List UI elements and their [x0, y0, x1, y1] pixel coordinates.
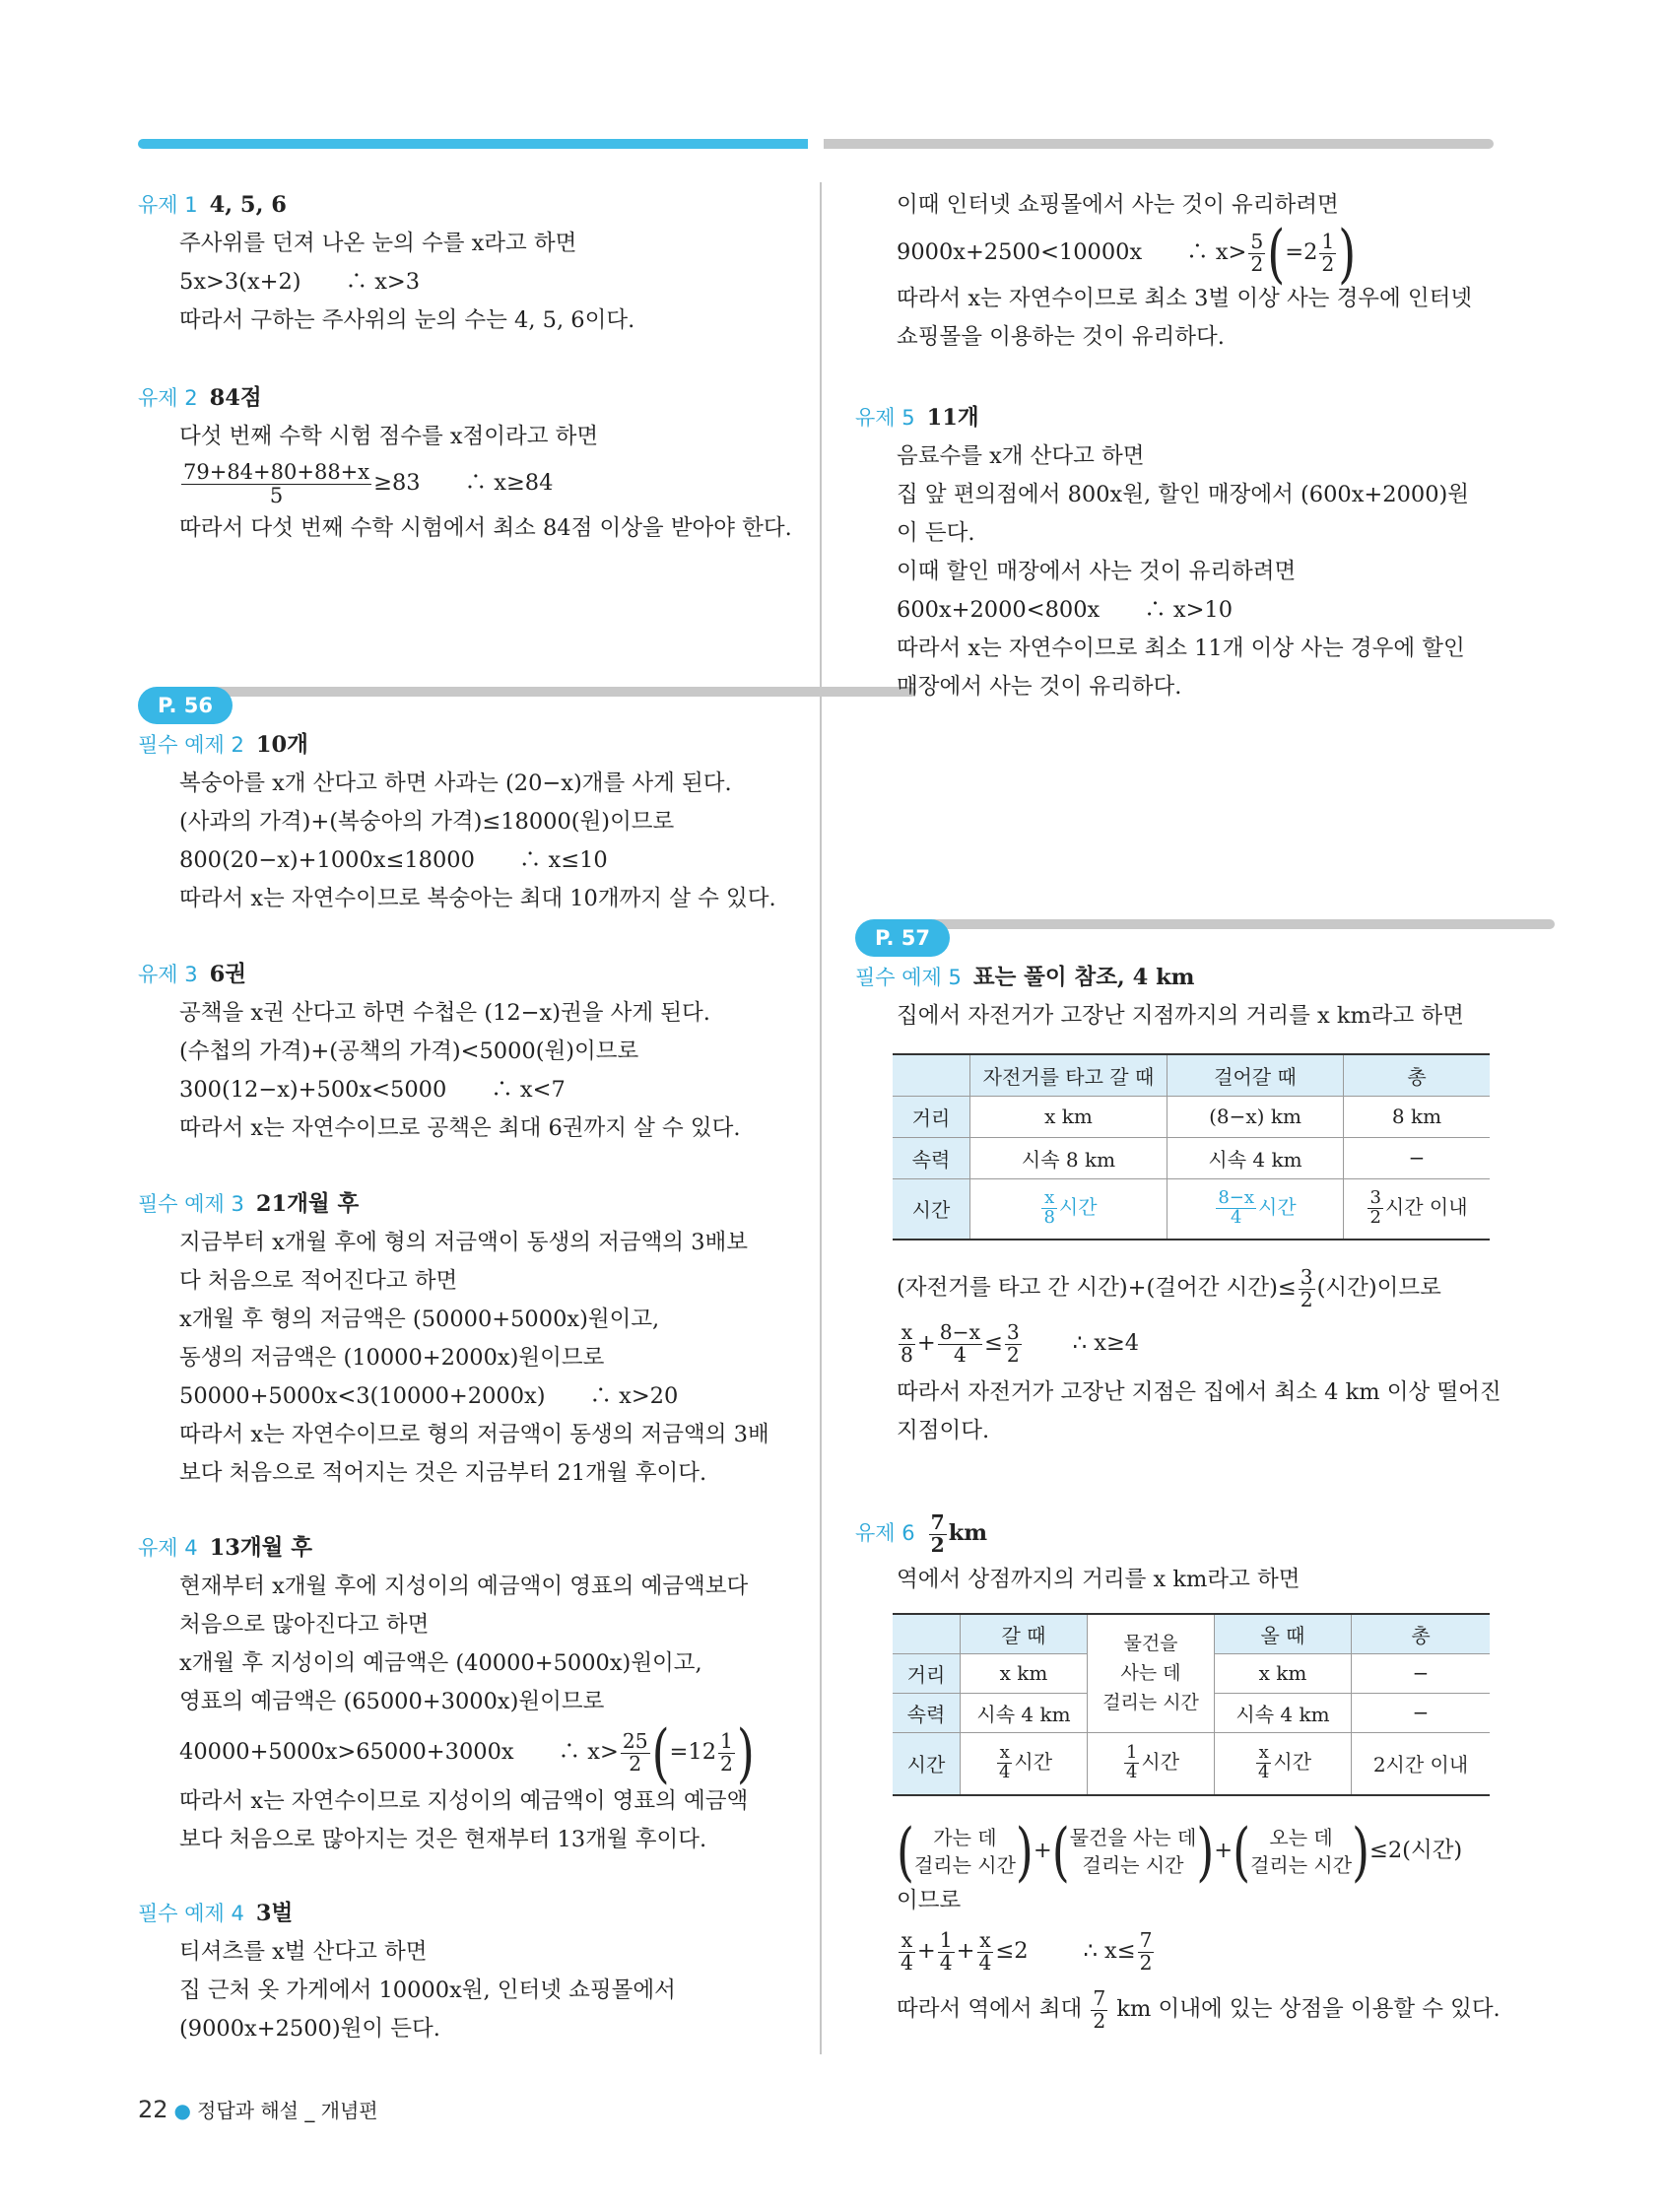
table-header-shopping-time	[1088, 1614, 1215, 1732]
equals-text: =2	[1285, 239, 1318, 265]
table-header-cell: 올 때	[1215, 1614, 1352, 1653]
fraction-numerator: 5	[1250, 230, 1264, 254]
solution-line: x개월 후 지성이의 예금액은 (40000+5000x)원이고,	[179, 1650, 702, 1676]
conclusion-text: km 이내에 있는 상점을 이용할 수 있다.	[1109, 1996, 1501, 2022]
problem-tag: 유제 4	[138, 1536, 198, 1560]
footer-title: 정답과 해설 _ 개념편	[197, 2099, 378, 2122]
solution-line: 따라서 x는 자연수이므로 공책은 최대 6권까지 살 수 있다.	[179, 1115, 741, 1141]
table-cell: −	[1352, 1693, 1491, 1732]
fraction-numerator: 1	[1125, 1742, 1138, 1764]
example-6-continued	[855, 1814, 1501, 2037]
page-footer	[138, 2095, 378, 2123]
example-1	[138, 186, 798, 340]
fraction-numerator: 8−x	[1218, 1187, 1255, 1209]
table-cell-time-total	[1344, 1178, 1491, 1240]
equals-text: =12	[669, 1739, 717, 1765]
header-line: 물건을	[1123, 1633, 1178, 1655]
paren-text: 가는 데	[933, 1826, 997, 1849]
distance-speed-time-table	[893, 1053, 1490, 1240]
solution-line: 따라서 x는 자연수이므로 형의 저금액이 동생의 저금액의 3배	[179, 1422, 769, 1447]
table-cell-time-go	[961, 1732, 1088, 1795]
time-limit: 시간 이내	[1384, 1195, 1468, 1220]
table-row-label: 시간	[893, 1178, 970, 1240]
table-cell: −	[1352, 1653, 1491, 1693]
fraction-numerator: 7	[1139, 1928, 1153, 1953]
fraction-numerator: x	[1041, 1189, 1056, 1209]
inequality-result: ∴ x≤	[1083, 1938, 1136, 1964]
inequality-line: $\frac{x}{8}$ + $\frac{8-x}{4}$ ≤ $\frac{3}{2}$ ∴ x≥4	[901, 1320, 1140, 1367]
fraction-denominator: 4	[978, 1950, 992, 1975]
solution-line: 보다 처음으로 적어지는 것은 지금부터 21개월 후이다.	[179, 1460, 707, 1486]
fraction-denominator: 4	[1125, 1762, 1138, 1783]
fraction-denominator: 8	[1043, 1207, 1055, 1229]
solution-line: 이때 인터넷 쇼핑몰에서 사는 것이 유리하려면	[897, 192, 1339, 218]
solution-line: 다섯 번째 수학 시험 점수를 x점이라고 하면	[179, 424, 599, 449]
condition-line	[897, 1263, 1496, 1312]
table-header-cell: 총	[1344, 1054, 1491, 1096]
solution-line: 음료수를 x개 산다고 하면	[897, 443, 1145, 469]
solution-line: x개월 후 형의 저금액은 (50000+5000x)원이고,	[179, 1307, 660, 1332]
required-example-4	[138, 1895, 798, 2048]
inequality-relation: ≤2	[995, 1938, 1029, 1964]
fraction-numerator: 3	[1300, 1265, 1313, 1290]
condition-text: (시간)이므로	[1316, 1275, 1441, 1301]
required-example-4-continued	[855, 186, 1496, 357]
fraction-denominator: 2	[1093, 2008, 1106, 2033]
tab-bar	[197, 687, 916, 697]
condition-text: (자전거를 타고 간 시간)+(걸어간 시간)≤	[897, 1275, 1297, 1301]
time-unit: 시간	[1258, 1195, 1297, 1220]
fraction-denominator: 2	[629, 1751, 642, 1776]
table-cell: x km	[961, 1653, 1088, 1693]
problem-answer: 4, 5, 6	[209, 192, 287, 218]
fraction-numerator: 79+84+80+88+x	[183, 460, 370, 485]
bullet-icon: ●	[173, 2099, 191, 2122]
solution-line: 영표의 예금액은 (65000+3000x)원이므로	[179, 1689, 605, 1714]
fraction-denominator: 4	[1257, 1762, 1270, 1783]
table-header-cell: 총	[1352, 1614, 1491, 1653]
problem-answer: 10개	[255, 732, 308, 758]
solution-line: 50000+5000x<3(10000+2000x) ∴ x>20	[179, 1383, 679, 1409]
fraction-numerator: 1	[720, 1729, 733, 1754]
solution-line: 동생의 저금액은 (10000+2000x)원이므로	[179, 1345, 605, 1371]
fraction-denominator: 2	[1321, 251, 1335, 276]
fraction-denominator: 4	[901, 1950, 913, 1975]
tab-label: P. 56	[138, 687, 233, 724]
problem-answer: 11개	[926, 405, 979, 431]
condition-tail: ≤2(시간)	[1369, 1838, 1463, 1863]
fraction-denominator: 2	[1250, 251, 1264, 276]
problem-tag: 필수 예제 3	[138, 1192, 244, 1216]
solution-line: 따라서 자전거가 고장난 지점은 집에서 최소 4 km 이상 떨어진	[897, 1379, 1501, 1405]
solution-line: 따라서 x는 자연수이므로 최소 3벌 이상 사는 경우에 인터넷	[897, 286, 1473, 311]
fraction-numerator: x	[899, 1322, 915, 1344]
fraction-denominator: 4	[939, 1950, 953, 1975]
paren-text: 오는 데	[1269, 1826, 1333, 1849]
tab-bar	[914, 919, 1555, 929]
table-cell-time-return	[1215, 1732, 1352, 1795]
problem-tag: 필수 예제 5	[855, 966, 962, 989]
table-cell-time-shop	[1088, 1732, 1215, 1795]
table-cell-time-bike	[970, 1178, 1168, 1240]
fraction-denominator: 5	[269, 483, 284, 507]
solution-line: 복숭아를 x개 산다고 하면 사과는 (20−x)개를 사게 된다.	[179, 771, 732, 796]
fraction-numerator: 25	[622, 1729, 648, 1754]
table-cell: −	[1344, 1137, 1491, 1178]
table-header-cell: 걸어갈 때	[1168, 1054, 1344, 1096]
problem-answer: 표는 풀이 참조, 4 km	[972, 965, 1195, 990]
fraction-numerator: 7	[930, 1510, 945, 1535]
problem-tag: 유제 6	[855, 1521, 915, 1545]
problem-tag: 유제 3	[138, 963, 198, 986]
example-3	[138, 956, 798, 1148]
solution-line: 이 든다.	[897, 520, 975, 546]
tab-label: P. 57	[855, 919, 950, 957]
problem-tag: 필수 예제 2	[138, 733, 244, 757]
solution-line: 처음으로 많아진다고 하면	[179, 1612, 430, 1638]
solution-line: 역에서 상점까지의 거리를 x km라고 하면	[897, 1567, 1301, 1592]
time-unit: 시간	[1014, 1750, 1053, 1775]
problem-tag: 유제 2	[138, 386, 198, 410]
problem-tag: 필수 예제 4	[138, 1902, 244, 1925]
solution-line: 공책을 x권 산다고 하면 수첩은 (12−x)권을 사게 된다.	[179, 1000, 710, 1026]
problem-tag: 유제 5	[855, 406, 915, 430]
table-cell: 시속 4 km	[1168, 1137, 1344, 1178]
time-unit: 시간	[1141, 1750, 1180, 1775]
answer-unit: km	[948, 1520, 988, 1546]
example-2	[138, 379, 798, 548]
table-row-label: 거리	[893, 1096, 970, 1137]
paren-text: 물건을 사는 데	[1069, 1826, 1197, 1849]
problem-answer: 84점	[209, 385, 262, 411]
fraction-numerator: 3	[1006, 1320, 1020, 1345]
time-condition: ( 가는 데 걸리는 시간 )+( 물건을 사는 데 걸리는 시간 )+( 오는 데 걸리는 시간 )≤2(시간)	[897, 1814, 1463, 1889]
fraction-denominator: 2	[930, 1532, 945, 1557]
fraction-numerator: x	[899, 1930, 915, 1952]
solution-line: 300(12−x)+500x<5000 ∴ x<7	[179, 1077, 566, 1103]
fraction-denominator: 2	[1300, 1287, 1313, 1311]
table-header-cell	[893, 1054, 970, 1096]
table-cell-time-total: 2시간 이내	[1352, 1732, 1491, 1795]
solution-line: 집 앞 편의점에서 800x원, 할인 매장에서 (600x+2000)원	[897, 482, 1470, 507]
solution-line: 지점이다.	[897, 1418, 990, 1443]
table-header-cell	[893, 1614, 961, 1653]
table-cell: 시속 4 km	[1215, 1693, 1352, 1732]
example-4	[138, 1529, 798, 1859]
fraction-numerator: x	[977, 1930, 994, 1952]
solution-line: 600x+2000<800x ∴ x>10	[897, 597, 1234, 623]
inequality-text: 40000+5000x>65000+3000x ∴ x>	[179, 1739, 619, 1765]
inequality-result: ∴ x≥4	[1072, 1330, 1140, 1356]
top-bar-right	[824, 139, 1494, 149]
header-line: 사는 데	[1120, 1662, 1181, 1685]
table-cell: (8−x) km	[1168, 1096, 1344, 1137]
problem-answer: 13개월 후	[209, 1535, 312, 1561]
table-row-label: 거리	[893, 1653, 961, 1693]
table-header-cell: 자전거를 타고 갈 때	[970, 1054, 1168, 1096]
solution-line: 이때 할인 매장에서 사는 것이 유리하려면	[897, 559, 1297, 584]
table-row-label: 속력	[893, 1693, 961, 1732]
table-cell-time-walk	[1168, 1178, 1344, 1240]
page-number: 22	[138, 2096, 168, 2123]
required-example-5	[855, 959, 1496, 1036]
fraction-denominator: 2	[720, 1751, 733, 1776]
problem-answer: 3벌	[255, 1901, 294, 1926]
solution-line: (수첩의 가격)+(공책의 가격)<5000(원)이므로	[179, 1039, 639, 1064]
required-example-5-continued	[855, 1263, 1501, 1450]
solution-line: 현재부터 x개월 후에 지성이의 예금액이 영표의 예금액보다	[179, 1574, 749, 1599]
fraction-numerator: 8−x	[939, 1320, 981, 1345]
table-cell: x km	[970, 1096, 1168, 1137]
solution-line: 5x>3(x+2) ∴ x>3	[179, 269, 421, 295]
column-divider	[820, 182, 822, 2054]
table-row-label: 시간	[893, 1732, 961, 1795]
inequality-line: 9000x+2500<10000x ∴ x> $\frac{5}{2}$ (=2 $\frac{1}{2}$ )	[897, 216, 1357, 291]
solution-line: 따라서 x는 자연수이므로 최소 11개 이상 사는 경우에 할인	[897, 636, 1465, 661]
shop-trip-table	[893, 1613, 1490, 1796]
solution-line: 티셔츠를 x벌 산다고 하면	[179, 1939, 428, 1965]
paren-text: 걸리는 시간	[1250, 1853, 1353, 1877]
solution-line: 보다 처음으로 많아지는 것은 현재부터 13개월 후이다.	[179, 1827, 707, 1852]
required-example-3	[138, 1185, 798, 1493]
solution-line: 주사위를 던져 나온 눈의 수를 x라고 하면	[179, 231, 577, 256]
fraction-denominator: 2	[1006, 1342, 1020, 1367]
fraction-denominator: 4	[953, 1342, 967, 1367]
solution-line: 따라서 x는 자연수이므로 지성이의 예금액이 영표의 예금액	[179, 1788, 749, 1814]
fraction-denominator: 2	[1139, 1950, 1153, 1975]
fraction-numerator: 3	[1369, 1187, 1381, 1209]
table-cell: 시속 8 km	[970, 1137, 1168, 1178]
solution-line: 따라서 구하는 주사위의 눈의 수는 4, 5, 6이다.	[179, 307, 635, 333]
conclusion-text: 따라서 역에서 최대	[897, 1996, 1090, 2022]
fraction-numerator: 7	[1093, 1986, 1106, 2011]
fraction-numerator: 1	[1321, 230, 1335, 254]
inequality-text: 9000x+2500<10000x ∴ x>	[897, 239, 1247, 265]
solution-line: 쇼핑몰을 이용하는 것이 유리하다.	[897, 324, 1225, 350]
header-line: 걸리는 시간	[1102, 1692, 1199, 1714]
time-unit: 시간	[1058, 1195, 1098, 1220]
paren-text: 걸리는 시간	[913, 1853, 1016, 1877]
solution-line: 집 근처 옷 가게에서 10000x원, 인터넷 쇼핑몰에서	[179, 1977, 676, 2003]
fraction-denominator: 8	[901, 1342, 913, 1367]
table-header-cell: 갈 때	[961, 1614, 1088, 1653]
solution-line: 따라서 x는 자연수이므로 복숭아는 최대 10개까지 살 수 있다.	[179, 886, 776, 911]
table-cell: 8 km	[1344, 1096, 1491, 1137]
problem-answer: 21개월 후	[255, 1191, 360, 1217]
paren-text: 걸리는 시간	[1082, 1853, 1184, 1877]
inequality-line: $\frac{x}{4}$ + $\frac{1}{4}$ + $\frac{x}{4}$ ≤2 ∴ x≤ $\frac{7}{2}$	[901, 1928, 1153, 1975]
fraction-numerator: x	[997, 1744, 1012, 1764]
solution-line: 이므로	[897, 1888, 962, 1913]
fraction-denominator: 4	[998, 1762, 1011, 1783]
fraction-numerator: 1	[939, 1928, 953, 1953]
conclusion-line	[897, 1981, 1501, 2037]
solution-line: 매장에서 사는 것이 유리하다.	[897, 674, 1182, 700]
average-inequality	[179, 456, 798, 509]
solution-line: (9000x+2500)원이 든다.	[179, 2016, 440, 2042]
table-cell: 시속 4 km	[961, 1693, 1088, 1732]
solution-line: 800(20−x)+1000x≤18000 ∴ x≤10	[179, 847, 608, 873]
inequality-line: 40000+5000x>65000+3000x ∴ x> $\frac{25}{2}$ (=12 $\frac{1}{2}$ )	[179, 1715, 755, 1790]
problem-answer: 6권	[209, 962, 246, 987]
solution-line: 집에서 자전거가 고장난 지점까지의 거리를 x km라고 하면	[897, 1003, 1464, 1029]
fraction-denominator: 2	[1369, 1207, 1381, 1229]
time-unit: 시간	[1273, 1750, 1312, 1775]
inequality-rest: ≥83 ∴ x≥84	[373, 470, 554, 496]
required-example-2	[138, 726, 798, 918]
fraction-denominator: 4	[1230, 1207, 1242, 1229]
solution-line: 다 처음으로 적어진다고 하면	[179, 1268, 458, 1294]
top-bar-left	[138, 139, 808, 149]
solution-line: 지금부터 x개월 후에 형의 저금액이 동생의 저금액의 3배보	[179, 1230, 748, 1255]
example-6	[855, 1506, 1496, 1599]
example-5	[855, 399, 1496, 706]
table-row-label: 속력	[893, 1137, 970, 1178]
problem-tag: 유제 1	[138, 193, 198, 217]
table-cell: x km	[1215, 1653, 1352, 1693]
solution-line: (사과의 가격)+(복숭아의 가격)≤18000(원)이므로	[179, 809, 675, 835]
solution-line: 따라서 다섯 번째 수학 시험에서 최소 84점 이상을 받아야 한다.	[179, 515, 792, 541]
fraction-numerator: x	[1256, 1744, 1271, 1764]
